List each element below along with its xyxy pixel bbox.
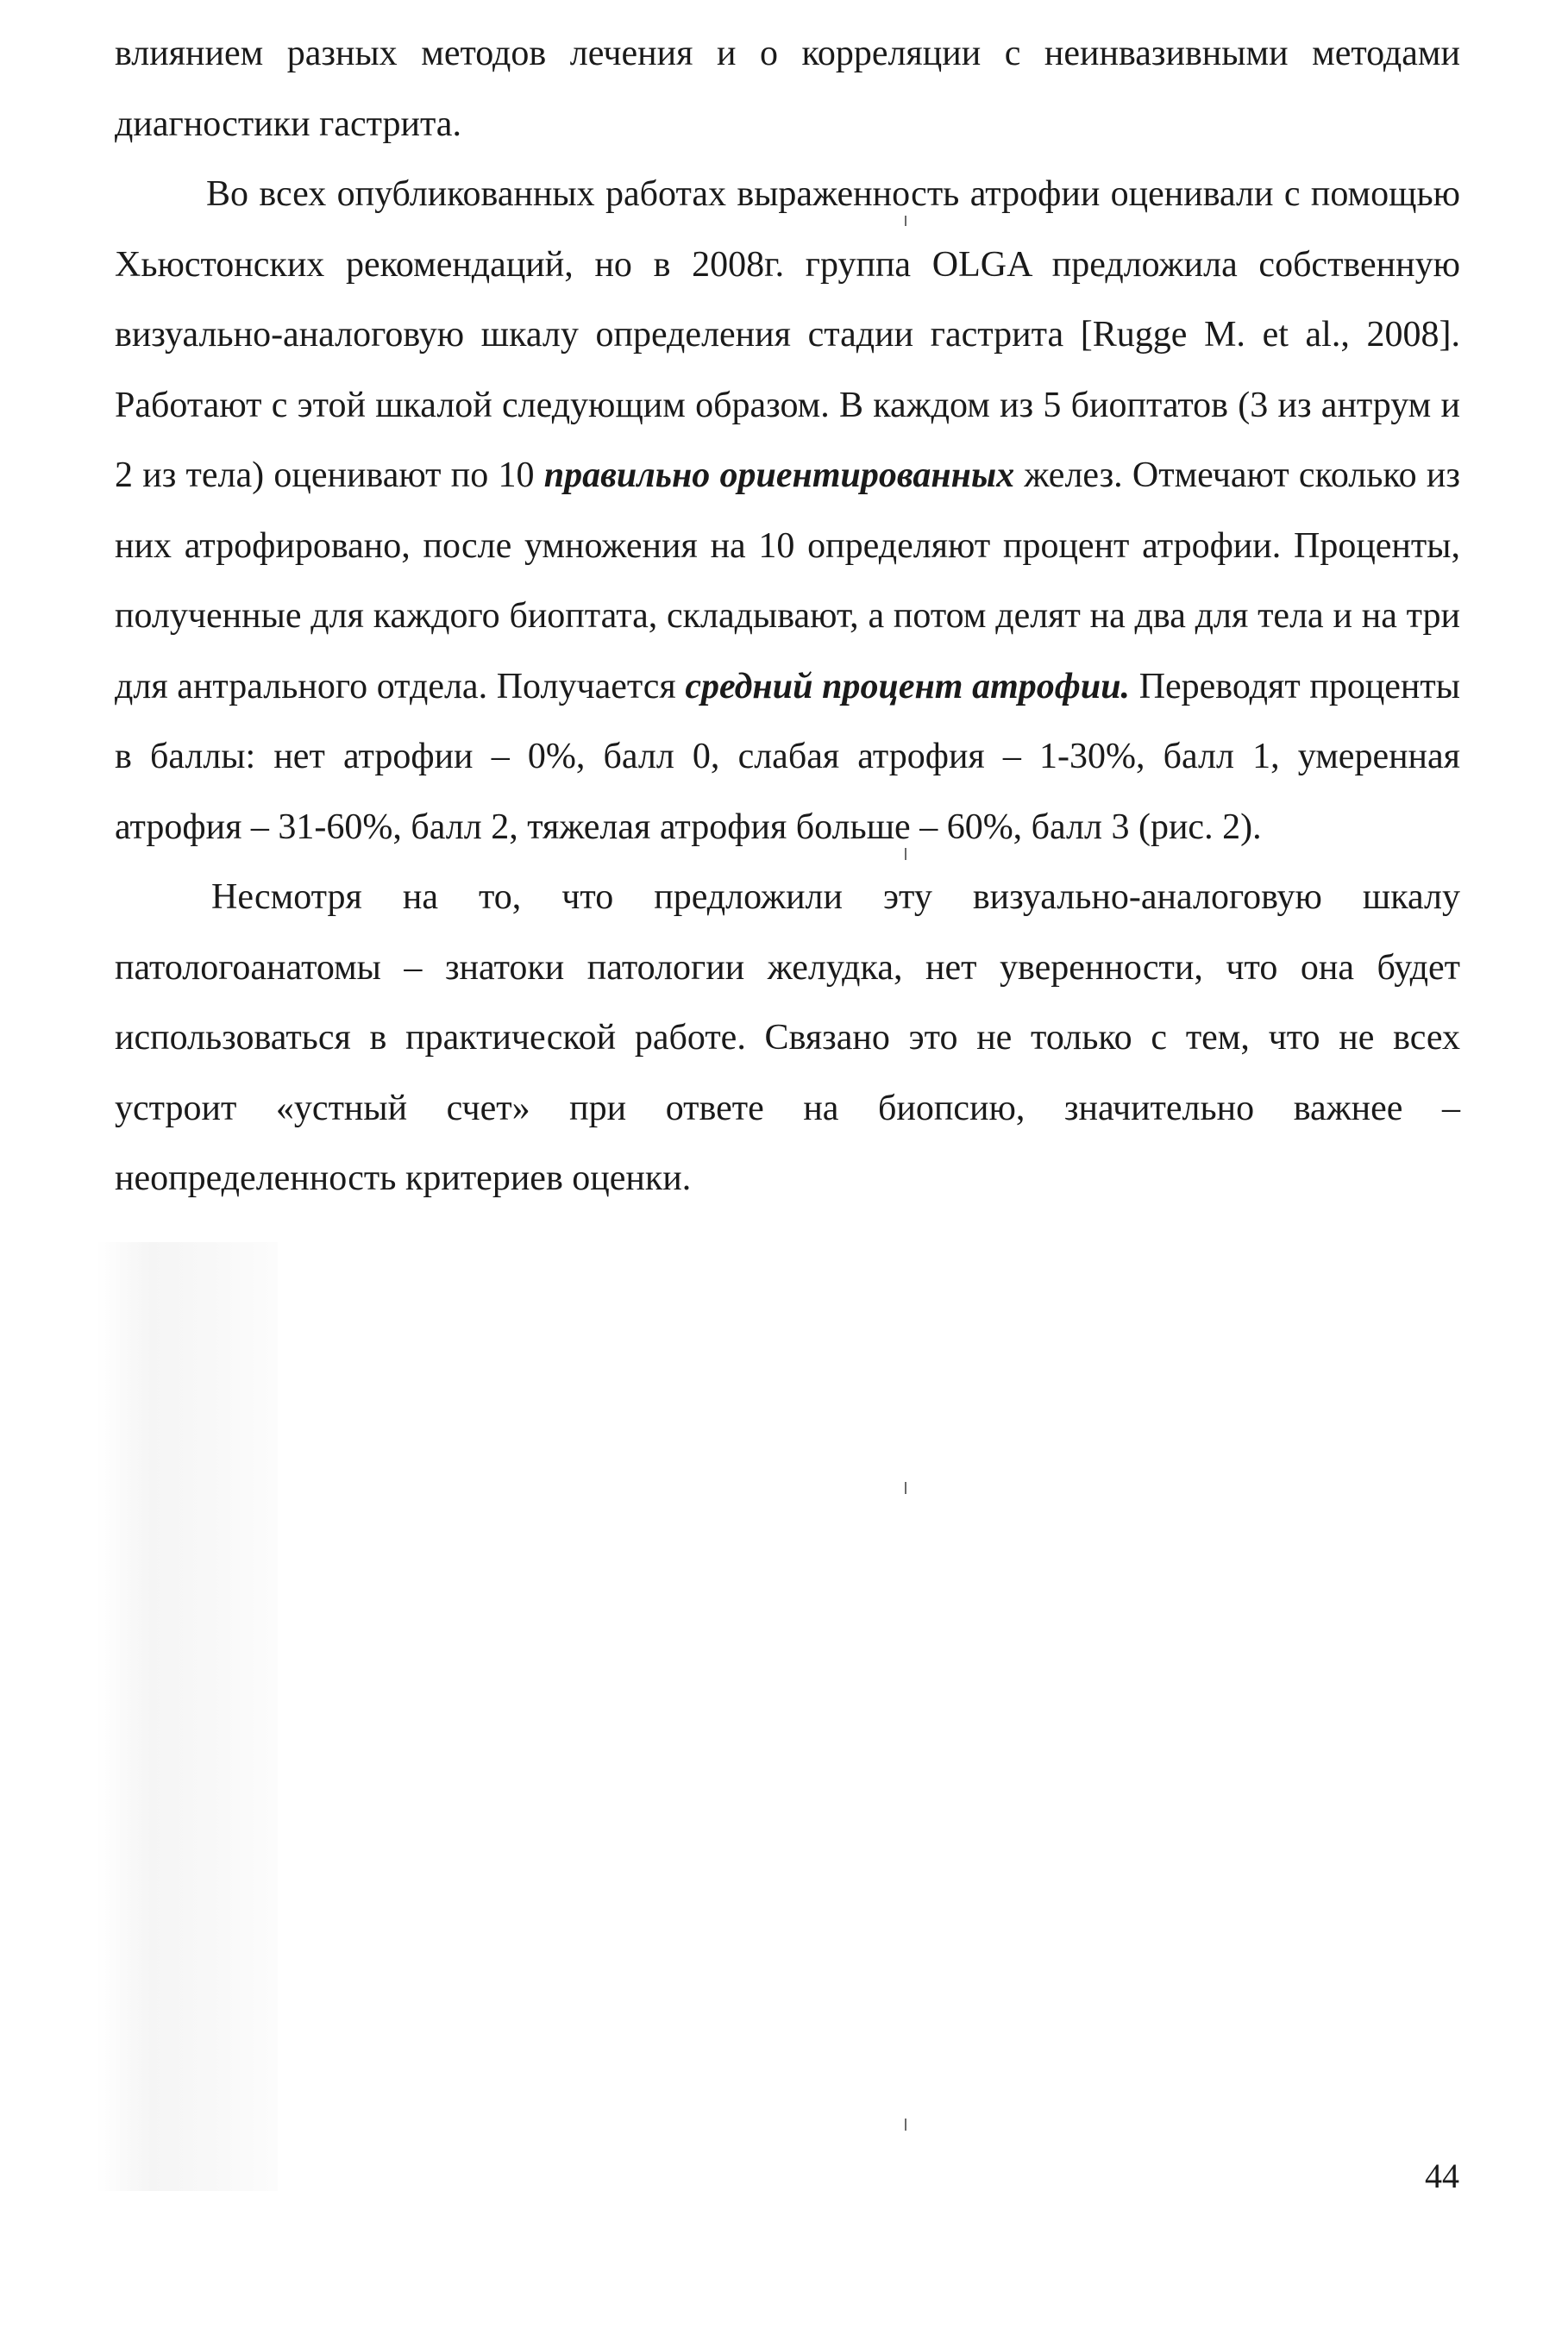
scan-artifact-mark bbox=[905, 1482, 906, 1494]
scan-bleed-shadow bbox=[97, 1242, 278, 2191]
page-number: 44 bbox=[1425, 2156, 1459, 2195]
body-text bbox=[115, 19, 1460, 1215]
paragraph-2-text-a: Во всех опубликованных работах выраженность атрофии оценивали с помощью Хьюстонских рекомендаций, но в 2008г. группа OLGA предложила собственную визуально-аналоговую шкалу определения стадии гастрита [Rugge M. et al., 2008]. Работают с этой шкалой следующим образом. В каждом из 5 биоптатов (3 из антрум и 2 из тела) оценивают по 10 bbox=[115, 174, 1460, 495]
emphasis-correctly-oriented: правильно ориентированных bbox=[543, 455, 1015, 495]
paragraph-1 bbox=[115, 19, 1460, 160]
paragraph-3 bbox=[115, 863, 1460, 1215]
scan-artifact-mark bbox=[905, 216, 906, 226]
emphasis-average-atrophy-percent: средний процент атрофии. bbox=[685, 666, 1131, 706]
paragraph-2-text-c: Переводят проценты в баллы: нет атрофии – 0%, балл 0, слабая атрофия – 1-30%, балл 1, умеренная атрофия – 31-60%, балл 2, тяжелая атрофия больше – 60%, балл 3 (рис. 2). bbox=[115, 666, 1460, 847]
scan-artifact-mark bbox=[905, 848, 906, 860]
paragraph-2-text-b: желез. Отмечают сколько из них атрофировано, после умножения на 10 определяют процент атрофии. Проценты, полученные для каждого биоптата, складывают, а потом делят на два для тела и на три для антрального отдела. Получается bbox=[115, 455, 1460, 706]
paragraph-1-text: влиянием разных методов лечения и о корреляции с неинвазивными методами диагностики гастрита. bbox=[115, 34, 1460, 144]
paragraph-2 bbox=[115, 160, 1460, 863]
paragraph-3-text: Несмотря на то, что предложили эту визуально-аналоговую шкалу патологоанатомы – знатоки патологии желудка, нет уверенности, что она будет использоваться в практической работе. Связано это не только с тем, что не всех устроит «устный счет» при ответе на биопсию, значительно важнее – неопределенность критериев оценки. bbox=[115, 877, 1460, 1198]
scan-artifact-mark bbox=[905, 2119, 906, 2131]
